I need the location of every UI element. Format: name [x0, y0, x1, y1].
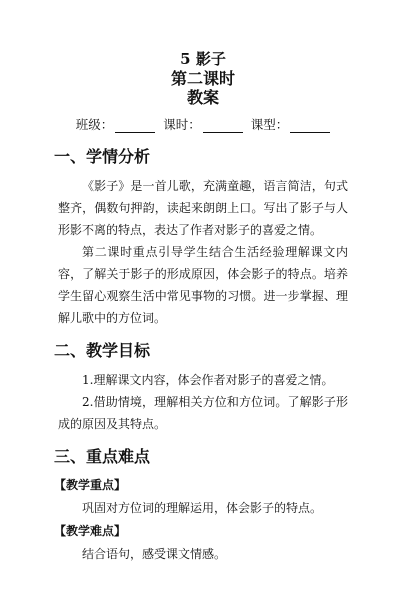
lesson-period: 第二课时 [170, 69, 235, 88]
section-heading-analysis: 一、学情分析 [54, 147, 151, 166]
meta-type [251, 115, 331, 133]
focus-text: 巩固对方位词的理解运用，体会影子的特点。 [82, 501, 323, 515]
meta-period-blank [203, 121, 243, 133]
meta-type-blank [290, 121, 330, 133]
meta-class-label: 班级： [75, 117, 114, 132]
meta-period [163, 115, 243, 133]
meta-period-label: 课时： [163, 117, 201, 132]
meta-class [76, 115, 156, 133]
section-heading-goals: 二、教学目标 [54, 341, 151, 360]
meta-row [58, 115, 348, 133]
goal-item-2: 2.借助情境，理解相关方位和方位词。了解影子形成的原因及其特点。 [58, 395, 348, 431]
difficulty-text: 结合语句，感受课文情感。 [82, 547, 227, 561]
meta-class-blank [115, 121, 155, 133]
analysis-paragraph-2: 第二课时重点引导学生结合生活经验理解课文内容，了解关于影子的形成原因，体会影子的特点。培养学生留心观察生活中常见事物的习惯。进一步掌握、理解儿歌中的方位词。 [58, 245, 348, 325]
document-type: 教案 [186, 88, 219, 107]
goal-item-1: 1.理解课文内容，体会作者对影子的喜爱之情。 [82, 373, 334, 387]
analysis-paragraph-1: 《影子》是一首儿歌，充满童趣，语言简洁，句式整齐，偶数句押韵，读起来朗朗上口。写出了影子与人形影不离的特点，表达了作者对影子的喜爱之情。 [58, 179, 348, 237]
section-heading-key-points: 三、重点难点 [54, 447, 151, 466]
lesson-plan-page [0, 50, 400, 616]
lesson-title: 5 影子 [180, 50, 226, 68]
meta-type-label: 课型： [250, 117, 289, 132]
focus-label: 【教学重点】 [54, 478, 127, 492]
difficulty-label: 【教学难点】 [54, 524, 127, 538]
